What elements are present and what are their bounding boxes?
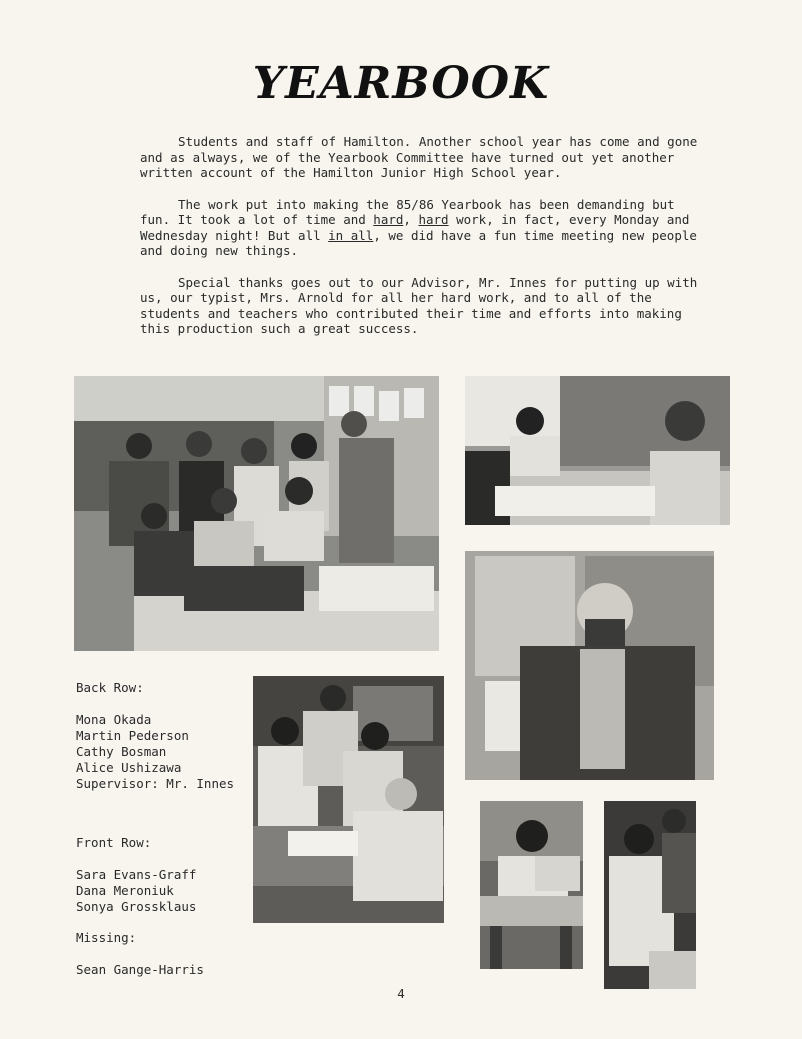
- list-item: Supervisor: Mr. Innes: [76, 776, 235, 791]
- list-item: Sara Evans-Graff: [76, 867, 197, 882]
- intro-paragraph-1: Students and staff of Hamilton. Another school year has come and gone and as always, we of the Yearbook Committee have turned out yet another written account of the Hamilton Junior High School year.: [140, 134, 698, 180]
- page-title: YEARBOOK: [252, 58, 550, 109]
- back-row-heading: Back Row:: [76, 680, 144, 695]
- page-number: 4: [397, 986, 405, 1001]
- list-item: Sonya Grossklaus: [76, 899, 197, 914]
- missing-heading: Missing:: [76, 930, 137, 945]
- intro-paragraph-2: The work put into making the 85/86 Yearbook has been demanding but fun. It took a lot of time and hard, hard work, in fact, every Monday and Wednesday night! But all in all, we did have a fun time meeting new people and doing new things.: [140, 196, 697, 258]
- list-item: Martin Pederson: [76, 728, 189, 743]
- group-table-photo: [253, 676, 444, 923]
- front-row-heading: Front Row:: [76, 835, 152, 850]
- missing-list: [76, 930, 204, 978]
- supervisor-photo: [465, 551, 714, 780]
- students-standing-photo: [604, 801, 696, 989]
- students-desk-photo: [465, 376, 730, 525]
- intro-paragraph-3: Special thanks goes out to our Advisor, Mr. Innes for putting up with us, our typist, Mrs. Arnold for all her hard work, and to all of the students and teachers who contributed their time and efforts into making this production such a great success.: [140, 274, 698, 336]
- list-item: Cathy Bosman: [76, 744, 167, 759]
- intro-text: [140, 134, 700, 353]
- front-row-list: [76, 835, 196, 915]
- list-item: Sean Gange-Harris: [76, 962, 204, 977]
- list-item: Dana Meroniuk: [76, 883, 174, 898]
- student-reading-photo: [480, 801, 583, 969]
- list-item: Alice Ushizawa: [76, 760, 182, 775]
- back-row-list: [76, 680, 234, 792]
- group-photo: [74, 376, 439, 651]
- list-item: Mona Okada: [76, 712, 152, 727]
